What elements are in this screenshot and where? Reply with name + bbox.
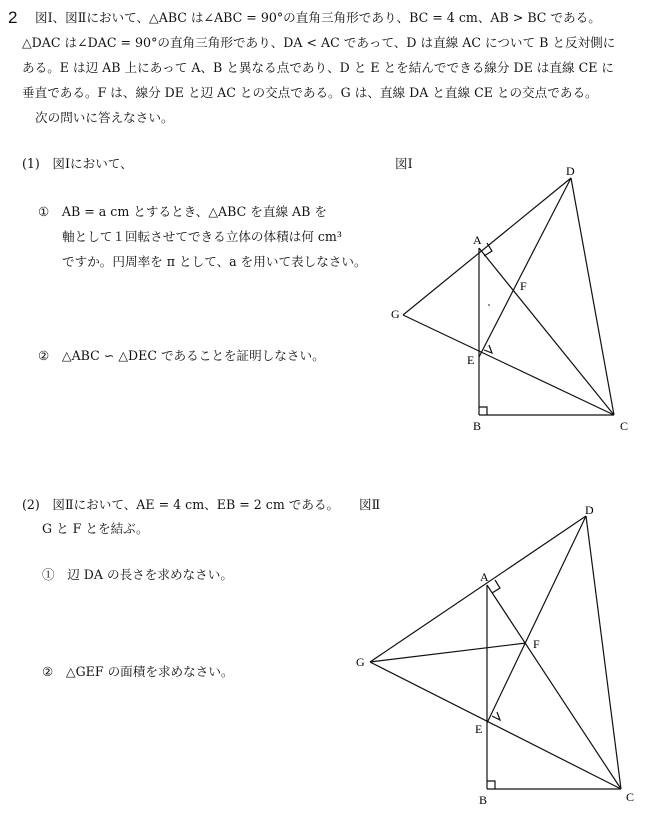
label-g-2: G [356,655,365,669]
label-e: E [467,353,475,367]
label-a: A [473,233,482,247]
right-angle-b-2 [487,781,495,789]
label-d-2: D [585,503,594,517]
part2-heading: (2) 図Ⅱにおいて、AE = 4 cm、EB = 2 cm である。 [22,497,340,512]
label-d: D [566,164,575,178]
part2-q2: ② △GEF の面積を求めなさい。 [42,664,234,679]
label-f-2: F [533,637,540,651]
intro-line-3: ある。E は辺 AB 上にあって A、B と異なる点であり、D と E とを結んでできる線分 DE は直線 CE に [22,60,614,75]
intro-line-5: 次の問いに答えなさい。 [35,110,174,125]
right-angle-a-2 [492,580,500,593]
label-b: B [473,419,482,433]
label-e-2: E [475,722,483,736]
figure1-title: 図Ⅰ [395,156,413,171]
seg-de-2 [487,516,586,723]
part2-heading-2: G と F とを結ぶ。 [42,521,149,536]
part1-q1-line-3: ですか。円周率を π として、a を用いて表しなさい。 [62,254,367,269]
label-c-2: C [626,790,635,804]
label-a-2: A [480,570,489,584]
seg-dg-2 [370,516,586,662]
part1-q1-line-2: 軸として１回転させてできる立体の体積は何 cm³ [62,229,342,244]
part2-q1: ① 辺 DA の長さを求めなさい。 [42,567,233,582]
seg-dc-2 [586,516,621,789]
right-angle-e-2 [492,712,500,720]
problem-number: 2 [8,8,18,27]
seg-ac-2 [487,585,621,789]
part1-q1-line-1: ① AB = a cm とするとき、△ABC を直線 AB を [38,204,327,219]
label-f: F [520,279,527,293]
label-b-2: B [479,793,488,807]
intro-line-1: 図Ⅰ、図Ⅱにおいて、△ABC は∠ABC = 90°の直角三角形であり、BC = 4 cm、AB > BC である。 [35,10,601,25]
figure2-title: 図Ⅱ [359,497,381,512]
label-g: G [391,307,400,321]
part1-q2: ② △ABC ∽ △DEC であることを証明しなさい。 [38,348,325,363]
intro-line-2: △DAC は∠DAC = 90°の直角三角形であり、DA < AC であって、D は直線 AC について B と反対側に [22,35,616,50]
seg-gc-2 [370,662,621,789]
label-c: C [620,419,629,433]
part1-heading: (1) 図Ⅰにおいて、 [22,156,133,171]
intro-line-4: 垂直である。F は、線分 DE と辺 AC との交点である。G は、直線 DA と直線 CE との交点である。 [22,85,598,100]
